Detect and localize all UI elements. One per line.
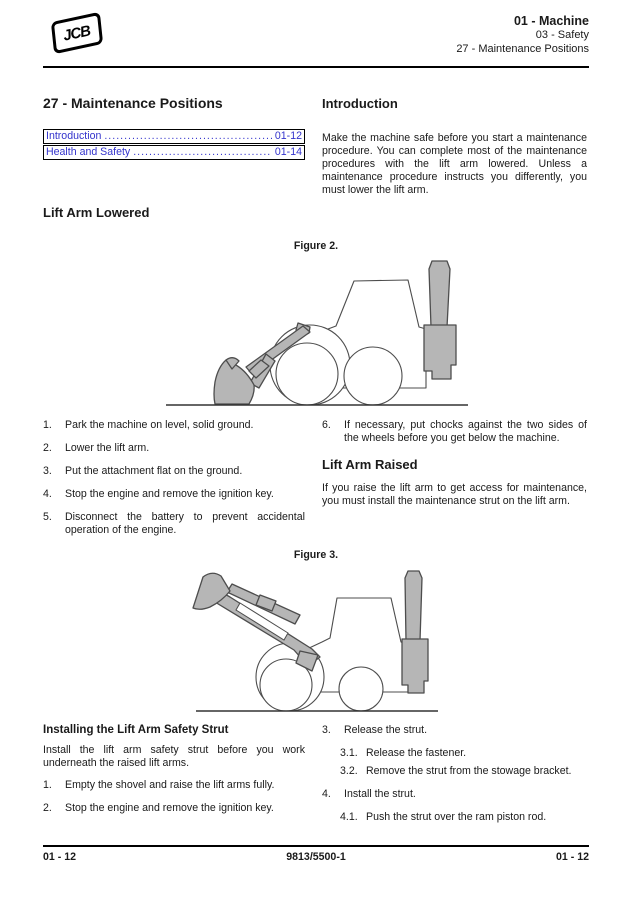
section-title: 27 - Maintenance Positions [43,95,223,111]
backhoe-lowered-drawing [160,257,480,417]
step-text: Push the strut over the ram piston rod. [366,811,547,823]
step-number: 3.1. [340,747,358,759]
toc-link-health-and-safety[interactable] [43,145,305,160]
list-item [322,788,587,801]
step-number: 3.2. [340,765,358,777]
step-number: 4.1. [340,811,358,823]
step-number: 3. [43,465,52,477]
lift-arm-lowered-heading-block [43,205,305,220]
step-number: 2. [43,802,52,814]
step-text: Disconnect the battery to prevent accidental operation of the engine. [65,511,305,536]
list-item [322,724,587,737]
header-subsection: 27 - Maintenance Positions [456,42,589,55]
step-text: Install the strut. [344,788,416,800]
step-number: 6. [322,419,331,431]
footer-page-number-right: 01 - 12 [556,851,589,863]
toc-dot-leader [133,146,272,159]
section-title-block [43,95,305,111]
step-text: Stop the engine and remove the ignition key. [65,488,274,500]
list-item [43,779,305,792]
toc-page-number: 01-14 [274,146,302,158]
step-number: 5. [43,511,52,523]
lowered-steps-right [322,419,587,508]
step-number: 1. [43,779,52,791]
header-rule [43,66,589,68]
figure3-caption: Figure 3. [293,549,339,561]
figure2-caption: Figure 2. [293,240,339,252]
list-item [43,442,305,455]
step-text: Put the attachment flat on the ground. [65,465,243,477]
step-text: Remove the strut from the stowage bracket. [366,765,572,777]
step-number: 4. [322,788,331,800]
step-number: 3. [322,724,331,736]
step-text: If necessary, put chocks against the two sides of the wheels before you get below the machine. [344,419,587,444]
step-text: Park the machine on level, solid ground. [65,419,254,431]
lift-arm-raised-paragraph: If you raise the lift arm to get access for maintenance, you must install the maintenance strut on the lift arm. [322,482,587,507]
list-subitem [340,747,587,760]
figure3-illustration [160,565,480,717]
footer-publication-number: 9813/5500-1 [286,851,346,863]
step-number: 2. [43,442,52,454]
step-text: Empty the shovel and raise the lift arms fully. [65,779,275,791]
introduction-heading: Introduction [322,96,398,111]
toc-link-introduction[interactable] [43,129,305,144]
introduction-section [322,96,587,197]
header-chapter: 01 - Machine [513,14,589,28]
installing-strut-left [43,724,305,825]
list-item [43,511,305,537]
backhoe-raised-drawing [160,565,480,717]
list-item [43,488,305,501]
step-text: Lower the lift arm. [65,442,150,454]
toc-page-number: 01-12 [274,130,302,142]
step-number: 4. [43,488,52,500]
lift-arm-lowered-heading: Lift Arm Lowered [43,205,150,220]
step-text: Stop the engine and remove the ignition key. [65,802,274,814]
list-subitem [340,765,587,778]
list-item [43,465,305,478]
step-number: 1. [43,419,52,431]
step-text: Release the fastener. [366,747,467,759]
footer-rule [43,845,589,847]
lift-arm-raised-heading: Lift Arm Raised [322,457,418,472]
list-item [43,802,305,815]
toc-label: Introduction [46,130,102,142]
footer-page-number-left: 01 - 12 [43,851,76,863]
toc-dot-leader [104,130,272,143]
installing-strut-right [322,724,587,829]
list-item [43,419,305,432]
installing-strut-paragraph: Install the lift arm safety strut before you work underneath the raised lift arms. [43,744,305,769]
jcb-logo-text: JCB [62,21,92,45]
list-item [322,419,587,445]
page-header [456,14,589,56]
toc-label: Health and Safety [46,146,131,158]
step-text: Release the strut. [344,724,428,736]
lowered-steps-left [43,419,305,547]
figure2-illustration [160,257,480,417]
installing-strut-heading: Installing the Lift Arm Safety Strut [43,724,229,736]
jcb-logo [51,12,103,54]
header-section: 03 - Safety [535,29,589,41]
list-subitem [340,811,587,824]
introduction-paragraph: Make the machine safe before you start a maintenance procedure. You can complete most of the maintenance procedures with the lift arm lowered. Unless a maintenance procedure instructs you differently, you must lower the lift arm. [322,132,587,196]
table-of-contents [43,129,305,161]
